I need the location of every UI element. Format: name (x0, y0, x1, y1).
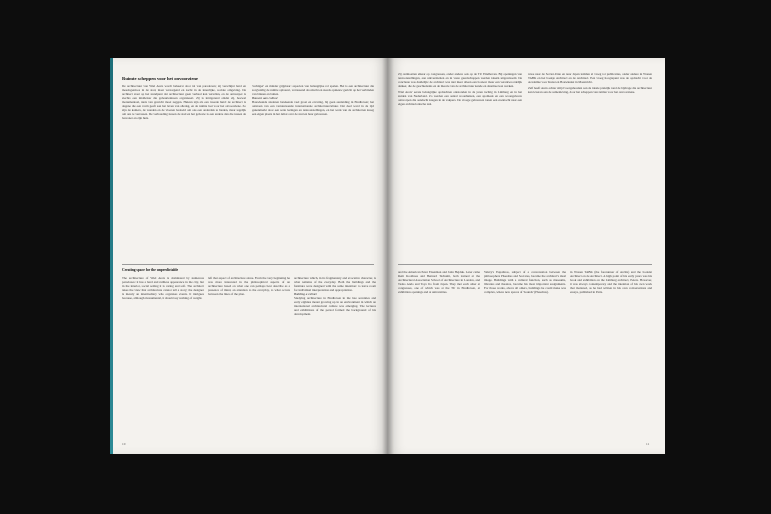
page-edge-strip (110, 58, 113, 454)
dutch-column-1 (122, 84, 246, 274)
section-divider (122, 264, 374, 265)
book-spread (110, 58, 665, 454)
dutch-section-heading: Ruimte scheppen voor het onvoorziene (122, 76, 198, 81)
book-gutter-shadow (382, 58, 394, 454)
dutch-column-4 (528, 72, 652, 264)
dutch-subheading: Bouwen aan cultuur (252, 96, 278, 101)
left-page (110, 58, 388, 454)
dutch-column-2b-text: Bouwkunde studeren betekende veel groei en ervaring, bij geen aanleiding in Eindhoven; het ontstaan van een vernieuwende internationale architectuurcultuur. Dat deel werd in de tijd gekenmerkt door een serie lezingen en tentoonstellingen, en het werk van de architecten kreeg een eigen plaats in het debat over de stad en haar gebouwen. (252, 100, 374, 117)
english-column-6 (570, 270, 652, 440)
english-section-heading: Creating space for the unpredictable (122, 268, 179, 272)
english-column-2-text: left that aspect of architecture alone. From the very beginning he was more interested in the philosophical aspects of an architecture based on what one can perhaps best describe as a presence of mind, an attention to the everyday, to what occurs between the lines of the plan. (208, 276, 290, 297)
english-subheading: Building a culture (294, 292, 318, 297)
english-column-6-text: in Wonen TABK (the forerunner of Archis) and the booklet Architect en de Architect. A high point of his early years was his book and exhibition on the Limburg architect, Peters. However, it was always contemporary and the intention of his own work that mattered, as he had written in his own conversations and essays, published in Paris. (570, 270, 652, 295)
dutch-column-3-text: Zij ontmoetten elkaar op congressen, onder andere ook op de TU Eindhoven. Bij openingen van tentoonstellingen, aan universiteiten en in vaste gezelschappen werden ideeën uitgewisseld. De conclusie was duidelijk: de architect was niet meer alleen een bouwer maar een verantwoordelijk denker, die de geschiedenis en de theorie van de architectuur kende en daarmee kon werken. (398, 72, 522, 89)
dutch-column-1-text: De architectuur van Wiel Arets wordt beheerst door tal van paradoxen; zij verschijnt hard en meedogenloos in de stad, maar verzorgend en zacht in de innerlijke, sociale omgeving. De architect staat op het standpunt dat architectuur geen verhaal kan vertellen, en de ontwerper is slechts een middelaar die gebeurtenissen organiseert. Zij is intrigerend omdat zij, hoewel monumentaal, niets van gewicht moet zeggen. Huizen zijn als een tweede huid: de architect is degene die een vorm geeft aan het leven van alledag, en de ruimte laat voor het onvoorziene. Zo zijn de kamers, de wanden en de vloeren bedoeld om ons een onderdak te bieden, maar tegelijk om ons te verrassen. De verhouding tussen de stad en het gebouw is een andere dan die tussen de bewoner en zijn huis. (122, 84, 246, 121)
english-column-3 (294, 276, 376, 441)
dutch-column-3 (398, 72, 522, 264)
dutch-column-3b-text: Wiel Arets' eerste belangrijke opdrachten ontstonden in de jaren tachtig in Limburg en in het zuiden van Nederland. Zo werden een aantal woonhuizen, een apotheek en een woongebouw ontworpen die aandacht kregen in de vakpers. De vroege gebouwen tonen een zoektocht naar een eigen architectonische taal. (398, 90, 522, 107)
english-column-1 (122, 276, 204, 441)
page-number-right: 11 (646, 442, 650, 446)
english-column-3-text: architecture which, in its fragmentary and evocative character, is what remains of the everyday. Both the buildings and the furniture were designed with the same intention: to leave room for individual interpretation and appropriation. (294, 276, 376, 293)
english-column-1-text: The architecture of Wiel Arets is dominated by numerous paradoxes: it has a hard and ruthless appearance in the city, but in the interior, social setting it is caring and soft. The architect takes the view that architecture cannot tell a story; the designer is merely an intermediary who organises events. It intrigues because, although monumental, it should say nothing of weight. (122, 276, 204, 301)
english-column-4-text: and the American Peter Eisenman and John Hejduk. Later came Rem Koolhaas and Bernard Tschumi, both trained at the Architectural Association School of Architecture in London, and Tadao Ando and Toyo Ito from Japan. They met each other at congresses, one of which was at the TU in Eindhoven, at exhibition openings and at universities. (398, 270, 480, 295)
english-column-5 (484, 270, 566, 440)
dutch-column-4-text: ruwe naar de Soviet-Unie en naar Japan leidden al vroeg tot publicaties, onder andere in Wonen TABK en het boekje Architect en de Architect. Een vroeg hoogtepunt was de opdracht voor de Academie voor Kunst en Bouwkunst in Maastricht. (528, 72, 652, 85)
dutch-column-2 (252, 84, 374, 274)
english-column-4 (398, 270, 480, 440)
english-column-3b-text: Studying architecture in Eindhoven in the late seventies and early eighties meant growing up in an environment in which an international architectural culture was emerging. The lectures and exhibitions of the period formed the background of his development. (294, 296, 376, 317)
dutch-column-4b-text: Zelf heeft Arets echter altijd voorgehouden aan de ideale praktijk rond de bijdrage die architectuur kan leveren aan de samenleving, door het scheppen van ruimte voor het onvoorziene. (528, 86, 652, 95)
english-column-5-text: Valéry's Eupalinos, subject of a conversation between the philosophers Phaedrus and Socrates, became the architect's ideal image. Buildings with a cultural function, such as museums, libraries and theatres, became his most important assignments. For those works, above all others, buildings he could make was complex, where new spaces of 'bounds' (Phaedrus). (484, 270, 566, 295)
page-number-left: 10 (122, 442, 126, 446)
section-divider-right (398, 264, 652, 265)
english-column-2 (208, 276, 290, 441)
right-page (388, 58, 665, 454)
dutch-column-2-text: 'tachtiger' en minder grijpbaar: aspecten van belangrijke rol spelen. Het is een architectuur die zorgvuldig de ruimte opbouwt, verrassend doordacht en steeds opnieuw gericht op het verbinden van binnen en buiten. (252, 84, 374, 97)
